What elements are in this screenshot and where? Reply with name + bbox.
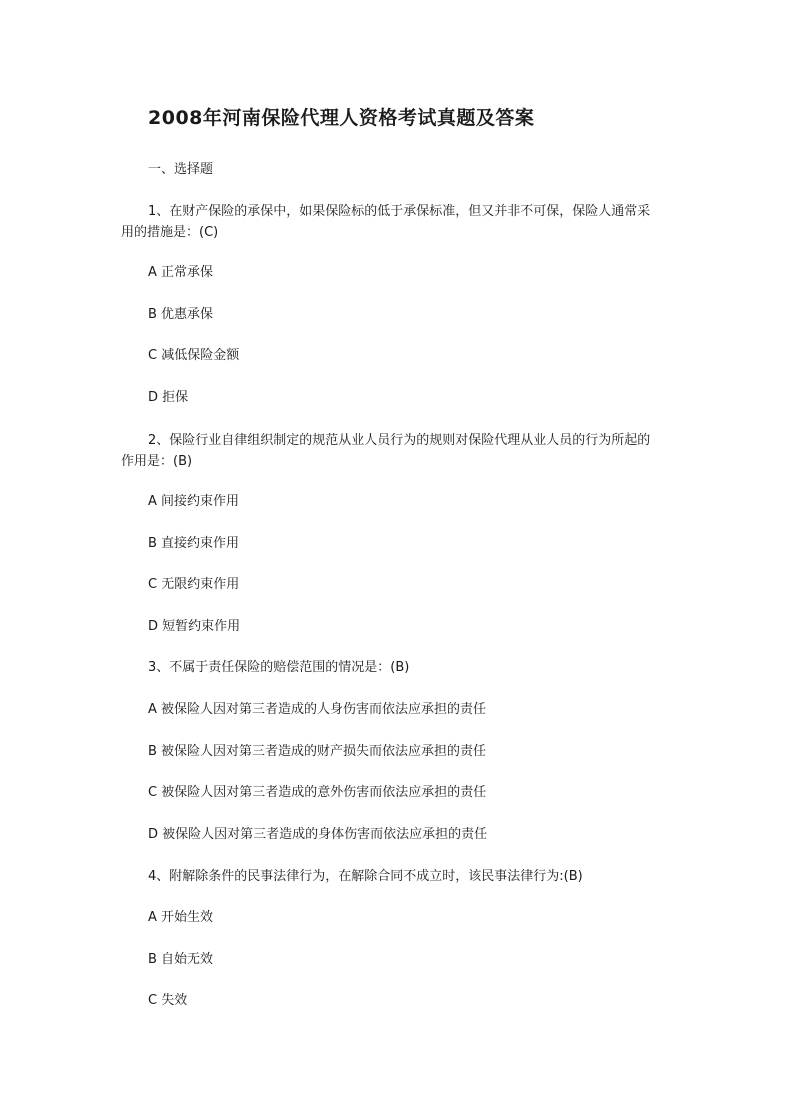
question-3-stem: 3、不属于责任保险的赔偿范围的情况是：(B) <box>148 660 410 675</box>
question-2-option-a: A 间接约束作用 <box>148 494 240 509</box>
question-1-option-d: D 拒保 <box>148 390 189 405</box>
question-4-option-b: B 自始无效 <box>148 952 214 967</box>
question-2-option-c: C 无限约束作用 <box>148 577 240 592</box>
question-1-stem: 1、在财产保险的承保中，如果保险标的低于承保标准，但又并非不可保，保险人通常采用的措施是：(C) <box>121 204 651 240</box>
question-2-option-d: D 短暂约束作用 <box>148 619 241 634</box>
question-3-option-b: B 被保险人因对第三者造成的财产损失而依法应承担的责任 <box>148 744 487 759</box>
question-4-option-a: A 开始生效 <box>148 910 214 925</box>
question-2-stem: 2、保险行业自律组织制定的规范从业人员行为的规则对保险代理从业人员的行为所起的作用是：(B) <box>121 433 651 469</box>
question-2-option-b: B 直接约束作用 <box>148 536 240 551</box>
question-3-option-a: A 被保险人因对第三者造成的人身伤害而依法应承担的责任 <box>148 702 487 717</box>
question-4-option-c: C 失效 <box>148 993 188 1008</box>
question-4-stem: 4、附解除条件的民事法律行为，在解除合同不成立时，该民事法律行为:(B) <box>148 869 583 884</box>
question-3-option-d: D 被保险人因对第三者造成的身体伤害而依法应承担的责任 <box>148 827 488 842</box>
question-1-option-b: B 优惠承保 <box>148 307 214 322</box>
question-1-option-c: C 减低保险金额 <box>148 348 240 363</box>
document-title: 2008年河南保险代理人资格考试真题及答案 <box>148 107 535 129</box>
question-3-option-c: C 被保险人因对第三者造成的意外伤害而依法应承担的责任 <box>148 785 487 800</box>
question-1-option-a: A 正常承保 <box>148 265 214 280</box>
section-heading: 一、选择题 <box>148 162 214 177</box>
